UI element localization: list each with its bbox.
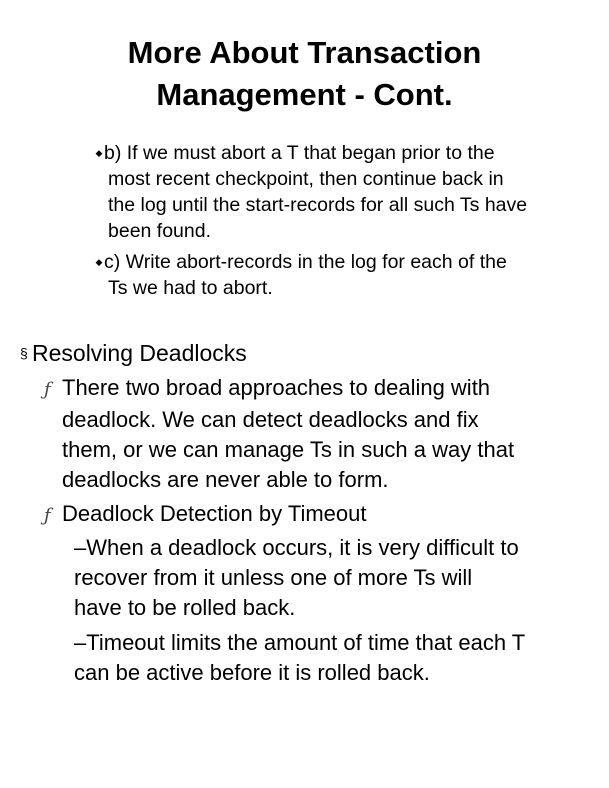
level2-line: them, or we can manage Ts in such a way that <box>62 437 515 462</box>
level3-bullet-timeout-limits <box>74 628 604 688</box>
sub-bullet-c <box>94 249 594 301</box>
sub-bullet-b <box>94 140 594 244</box>
diamond-bullet-icon: ◆ <box>95 148 103 158</box>
level3-bullet-deadlock-occurs <box>74 533 604 623</box>
level2-line: deadlocks are never able to form. <box>62 467 389 492</box>
level2-line: ƒ Deadlock Detection by Timeout <box>44 499 604 531</box>
sub-bullet-b-line: been found. <box>108 220 212 242</box>
level3-line: recover from it unless one of more Ts will <box>74 565 473 590</box>
florin-bullet-icon: ƒ <box>44 379 51 400</box>
sub-bullet-b-line: the log until the start-records for all such Ts have <box>108 194 528 216</box>
level2-line: deadlock. We can detect deadlocks and fix <box>62 407 479 432</box>
level2-line: ƒ There two broad approaches to dealing with <box>44 373 604 405</box>
sub-bullet-b-line: most recent checkpoint, then continue back in <box>108 168 504 190</box>
sub-bullet-c-line: Ts we had to abort. <box>108 277 273 299</box>
sub-bullet-b-line: ◆b) If we must abort a T that began prior to the <box>95 142 495 164</box>
diamond-bullet-icon: ◆ <box>95 257 103 267</box>
level2-bullet-approaches <box>44 373 604 495</box>
slide-title-line-2: Management - Cont. <box>156 77 453 112</box>
section-heading-text: Resolving Deadlocks <box>32 340 247 366</box>
level2-bullet-timeout <box>44 499 604 531</box>
level3-line: –When a deadlock occurs, it is very difficult to <box>74 535 519 560</box>
florin-bullet-icon: ƒ <box>44 505 51 526</box>
slide-title-line-1: More About Transaction <box>127 35 482 70</box>
level3-line: have to be rolled back. <box>74 595 296 620</box>
section-heading <box>20 337 247 369</box>
section-bullet-icon: § <box>20 345 28 361</box>
level3-line: can be active before it is rolled back. <box>74 660 430 685</box>
sub-bullet-c-line: ◆c) Write abort-records in the log for each of the <box>95 251 507 273</box>
slide-title <box>0 32 609 116</box>
level3-line: –Timeout limits the amount of time that each T <box>74 630 526 655</box>
